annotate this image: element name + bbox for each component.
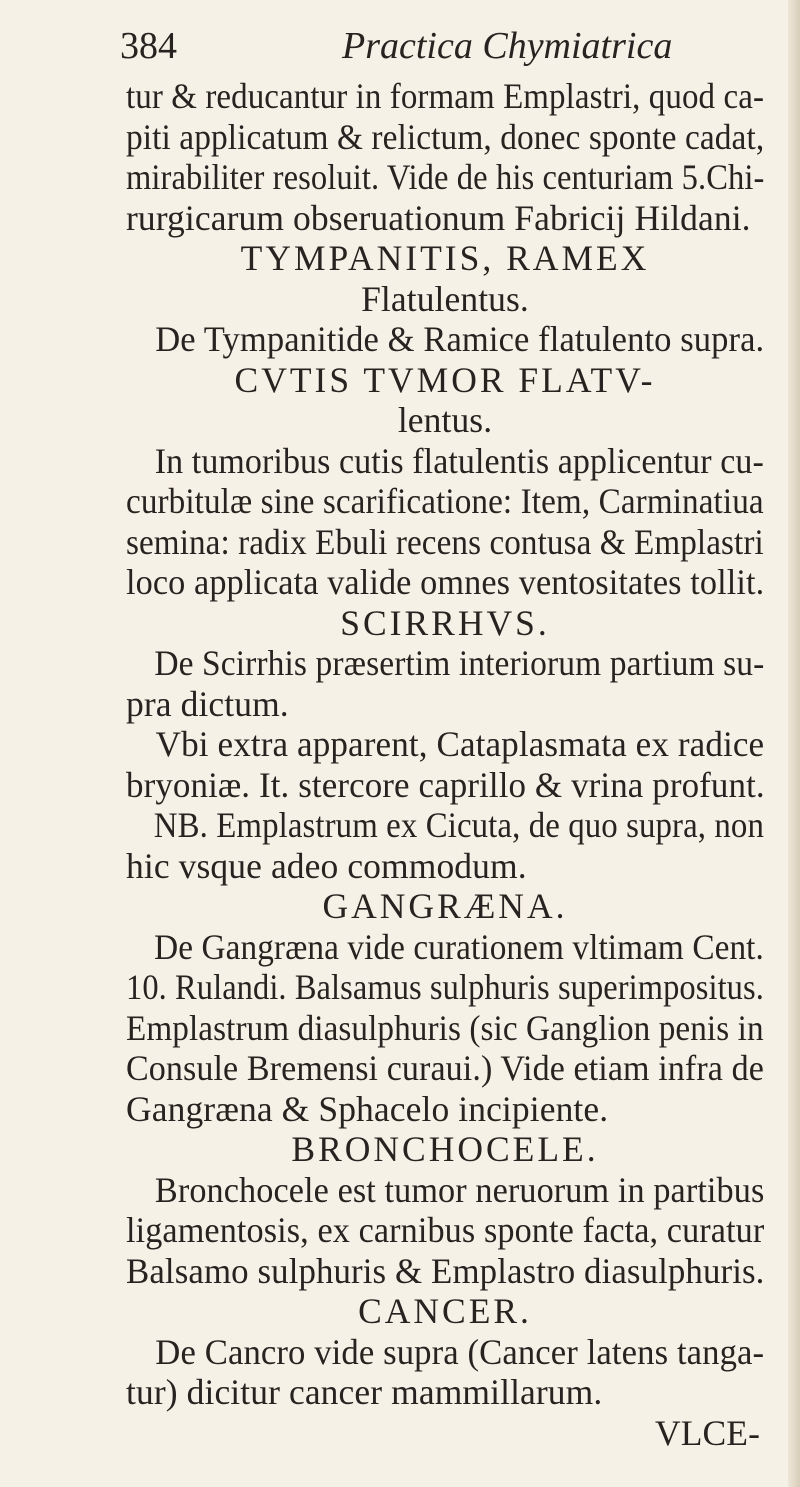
section-heading-bronchocele: BRONCHOCELE.: [291, 1129, 599, 1169]
text-line: loco applicata valide omnes ventositates tollit.: [126, 562, 765, 602]
text-line: De Scirrhis præsertim interiorum partium su-: [154, 643, 765, 683]
text-line: curbitulæ sine scarificatione: Item, Carminatiua: [126, 481, 764, 521]
text-line: rurgicarum obseruationum Fabricij Hildani.: [126, 197, 751, 238]
page-number: 384: [120, 25, 177, 67]
text-line: NB. Emplastrum ex Cicuta, de quo supra, non: [153, 805, 764, 845]
section-heading-scirrhus: SCIRRHVS.: [340, 602, 550, 643]
text-line: piti applicatum & relictum, donec sponte cadat,: [126, 116, 765, 157]
text-block: [126, 76, 764, 1453]
text-line: Emplastrum diasulphuris (sic Ganglion penis in: [126, 1007, 764, 1048]
text-line: 10. Rulandi. Balsamus sulphuris superimpositus.: [126, 967, 764, 1007]
section-heading-gangraena: GANGRÆNA.: [322, 886, 568, 926]
text-line: De Tympanitide & Ramice flatulento supra.: [155, 319, 765, 359]
text-line: bryoniæ. It. stercore caprillo & vrina profunt.: [126, 764, 765, 805]
running-title: Practica Chymiatrica: [342, 25, 673, 67]
text-line: In tumoribus cutis flatulentis applicentur cu-: [154, 440, 764, 481]
text-line: Consule Bremensi curaui.) Vide etiam infra de: [126, 1048, 764, 1088]
text-line: Gangræna & Sphacelo incipiente.: [126, 1088, 609, 1129]
page-header: [120, 18, 764, 76]
text-line: tur & reducantur in formam Emplastri, quod ca-: [126, 76, 765, 116]
text-line: pra dictum.: [126, 683, 289, 724]
text-line: hic vsque adeo commodum.: [126, 845, 527, 886]
section-heading-continuation: Flatulentus.: [361, 278, 529, 319]
text-line: Balsamo sulphuris & Emplastro diasulphuris.: [126, 1250, 765, 1291]
section-heading-cutis-tumor: CVTIS TVMOR FLATV-: [234, 359, 656, 400]
catchword: VLCE-: [654, 1412, 760, 1453]
text-line: ligamentosis, ex carnibus sponte facta, curatur: [126, 1210, 765, 1250]
text-line: De Gangræna vide curationem vltimam Cent.: [154, 926, 764, 967]
text-line: De Cancro vide supra (Cancer latens tanga-: [155, 1331, 765, 1372]
text-line: Vbi extra apparent, Cataplasmata ex radice: [155, 724, 765, 764]
page-edge: [788, 0, 800, 1487]
text-line: semina: radix Ebuli recens contusa & Emplastri: [126, 521, 764, 562]
text-line: tur) dicitur cancer mammillarum.: [126, 1372, 603, 1412]
section-heading-continuation: lentus.: [397, 400, 493, 440]
text-line: Bronchocele est tumor neruorum in partibus: [154, 1169, 765, 1210]
text-line: mirabiliter resoluit. Vide de his centuriam 5.Chi-: [126, 157, 765, 197]
section-heading-tympanitis: TYMPANITIS, RAMEX: [240, 238, 650, 278]
section-heading-cancer: CANCER.: [358, 1291, 532, 1331]
